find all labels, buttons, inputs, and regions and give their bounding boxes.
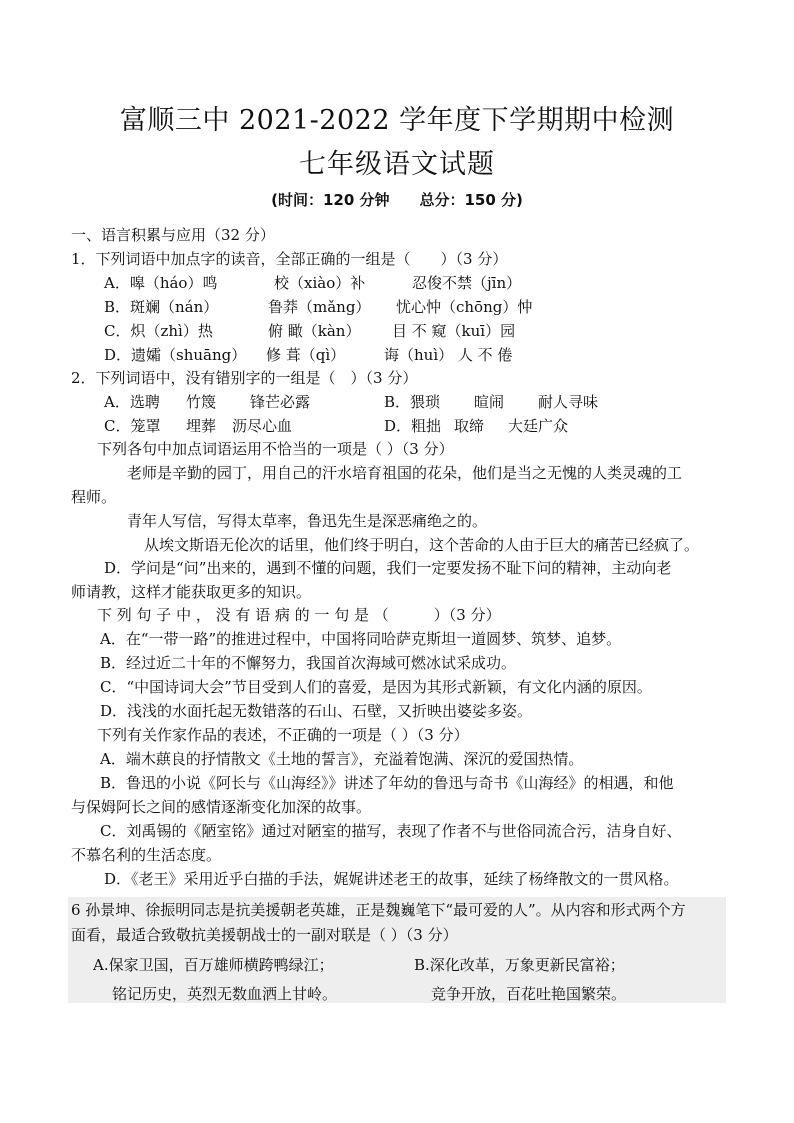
question-1-option-d xyxy=(104,345,512,365)
question-6-option-a-line-2: 铭记历史，英烈无数血洒上甘岭。 xyxy=(112,985,338,1003)
option-c-word-2: 俯 瞰（kàn） xyxy=(268,322,361,340)
question-3-option-a-line-1: 老师是辛勤的园丁，用自己的汗水培育祖国的花朵，他们是当之无愧的人类灵魂的工 xyxy=(127,464,683,482)
question-6-option-a-line-1: A.保家卫国，百万雄师横跨鸭绿江； xyxy=(93,956,334,974)
option-b-word-1: B．斑斓（nán） xyxy=(104,298,219,316)
option-a-word-1: A．嗥（háo）鸣 xyxy=(104,274,218,292)
option-b-label: B．猥琐 xyxy=(384,393,441,411)
exam-subtitle: 七年级语文试题 xyxy=(299,149,495,180)
question-5-option-c-line-2: 不慕名利的生活态度。 xyxy=(71,846,222,864)
question-4-option-a: A．在“一带一路”的推进过程中，中国将同哈萨克斯坦一道圆梦、筑梦、追梦。 xyxy=(100,630,622,648)
question-6-option-b-line-1: B.深化改革，万象更新民富裕； xyxy=(414,956,625,974)
option-a-word-3: 忍俊不禁（jīn） xyxy=(412,274,522,292)
option-a-label: A．选聘 xyxy=(104,393,160,411)
option-d-word-1: D．遗孀（shuāng） xyxy=(104,346,247,364)
question-2-row-1 xyxy=(104,392,598,412)
option-d-label: D．粗拙 xyxy=(384,417,442,435)
option-c-word-1: C．炽（zhì）热 xyxy=(104,322,213,340)
question-1-option-a xyxy=(104,273,521,293)
option-d-word-2: 取缔 xyxy=(454,417,485,435)
exam-meta: (时间：120 分钟 总分：150 分) xyxy=(271,191,523,209)
question-5-stem: 下列有关作家作品的表述，不正确的一项是（ ）（3 分） xyxy=(97,726,469,744)
question-4-option-c: C．“中国诗词大会”节目受到人们的喜爱，是因为其形式新颖，有文化内涵的原因。 xyxy=(100,678,652,696)
question-4-option-d: D．浅浅的水面托起无数错落的石山、石壁，又折映出婆娑多姿。 xyxy=(100,702,533,720)
option-d-word-3: 大廷广众 xyxy=(508,417,569,435)
question-3-stem: 下列各句中加点词语运用不恰当的一项是（ ）（3 分） xyxy=(97,440,454,458)
option-d-word-3: 诲（huì） 人 不 倦 xyxy=(384,346,513,364)
option-b-word-3: 耐人寻味 xyxy=(538,393,599,411)
question-5-option-d: D．《老王》采用近乎白描的手法，娓娓讲述老王的故事，延续了杨绛散文的一贯风格。 xyxy=(104,870,679,888)
option-c-label: C．笼罩 xyxy=(104,417,161,435)
question-3-option-d-line-2: 师请教，这样才能获取更多的知识。 xyxy=(71,583,312,601)
question-1-stem: 1．下列词语中加点字的读音，全部正确的一组是（ ）（3 分） xyxy=(71,250,508,268)
option-b-word-3: 忧心忡（chōng）忡 xyxy=(396,298,533,316)
option-c-word-3: 目 不 窥（kuī）园 xyxy=(392,322,516,340)
section-heading: 一、语言积累与应用（32 分） xyxy=(71,226,275,244)
question-4-option-b: B．经过近二十年的不懈努力，我国首次海域可燃冰试采成功。 xyxy=(100,654,517,672)
option-d-word-2: 修 葺（qì） xyxy=(266,346,346,364)
option-c-word-2: 埋葬 xyxy=(186,417,217,435)
question-5-option-c-line-1: C．刘禹锡的《陋室铭》通过对陋室的描写，表现了作者不与世俗同流合污，洁身自好、 xyxy=(100,822,682,840)
question-5-option-a: A．端木蕻良的抒情散文《土地的誓言》，充溢着饱满、深沉的爱国热情。 xyxy=(100,750,584,768)
option-a-word-2: 校（xiào）补 xyxy=(274,274,366,292)
option-a-word-2: 竹篾 xyxy=(186,393,217,411)
question-2-stem: 2．下列词语中，没有错别字的一组是（ ）（3 分） xyxy=(71,369,418,387)
option-c-word-3: 沥尽心血 xyxy=(232,417,293,435)
question-6-option-b-line-2: 竞争开放，百花吐艳国繁荣。 xyxy=(431,985,627,1003)
question-3-option-d-line-1: D．学问是“问”出来的，遇到不懂的问题，我们一定要发扬不耻下问的精神，主动向老 xyxy=(104,559,672,577)
option-a-word-3: 锋芒必露 xyxy=(250,393,311,411)
question-5-option-b-line-1: B．鲁迅的小说《阿长与《山海经》》讲述了年幼的鲁迅与奇书《山海经》的相遇，和他 xyxy=(100,774,674,792)
question-6-stem-line-1: 6 孙景坤、徐振明同志是抗美援朝老英雄，正是魏巍笔下“最可爱的人”。从内容和形式两个方 xyxy=(71,901,686,919)
question-3-option-a-line-2: 程师。 xyxy=(71,488,117,506)
question-1-option-c xyxy=(104,321,515,341)
question-2-row-2 xyxy=(104,416,568,436)
option-b-word-2: 暄闹 xyxy=(474,393,505,411)
option-b-word-2: 鲁莽（mǎng） xyxy=(268,298,371,316)
question-4-stem: 下 列 句 子 中 ， 没 有 语 病 的 一 句 是 （ ）（3 分） xyxy=(97,606,501,624)
question-3-option-c: 从埃文斯语无伦次的话里，他们终于明白，这个苦命的人由于巨大的痛苦已经疯了。 xyxy=(144,536,700,554)
question-3-option-b: 青年人写信，写得太草率，鲁迅先生是深恶痛绝之的。 xyxy=(127,512,488,530)
question-1-option-b xyxy=(104,297,532,317)
question-6-stem-line-2: 面看，最适合致敬抗美援朝战士的一副对联是（ ）（3 分） xyxy=(71,926,458,944)
exam-title: 富顺三中 2021-2022 学年度下学期期中检测 xyxy=(119,105,675,136)
question-5-option-b-line-2: 与保姆阿长之间的感情逐渐变化加深的故事。 xyxy=(71,798,372,816)
